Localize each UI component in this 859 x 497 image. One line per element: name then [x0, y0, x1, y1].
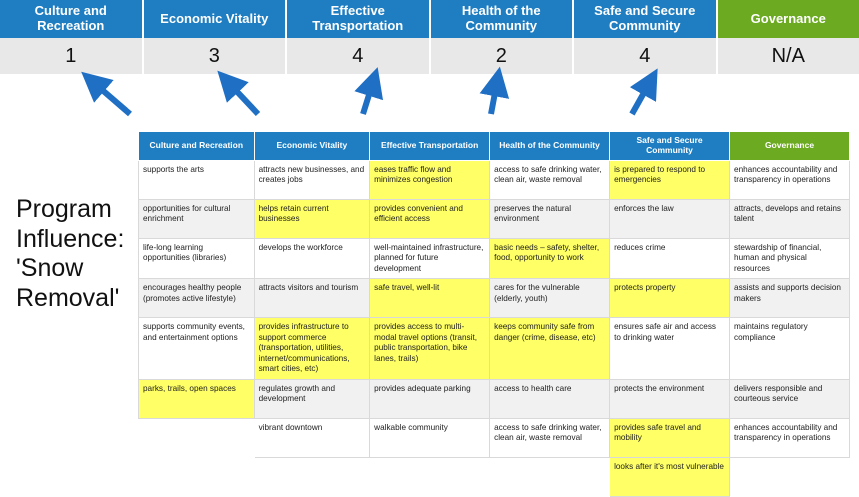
- matrix-header-effective-transportation: Effective Transportation: [370, 132, 490, 161]
- table-row: [139, 160, 850, 199]
- header-label: Governance: [751, 12, 826, 27]
- matrix-cell: supports the arts: [139, 160, 255, 199]
- score-safe-and-secure-community: 4: [574, 38, 718, 74]
- upward-arrow-icon: [228, 82, 258, 114]
- matrix-cell: stewardship of financial, human and physical resources: [730, 238, 850, 279]
- matrix-cell: protects the environment: [610, 379, 730, 418]
- matrix-cell: basic needs – safety, shelter, food, opportunity to work: [490, 238, 610, 279]
- header-safe-and-secure-community: [574, 0, 718, 38]
- table-row: [139, 199, 850, 238]
- matrix-header-health-of-the-community: Health of the Community: [490, 132, 610, 161]
- matrix-cell: provides infrastructure to support commerce (transportation, utilities, internet/communications, smart cities, etc): [254, 318, 370, 380]
- program-influence-caption: Program Influence: 'Snow Removal': [16, 195, 141, 313]
- matrix-cell: access to safe drinking water, clean air, waste removal: [490, 160, 610, 199]
- table-row: [139, 279, 850, 318]
- matrix-cell: preserves the natural environment: [490, 199, 610, 238]
- matrix-header-safe-and-secure-community: Safe and Secure Community: [610, 132, 730, 161]
- header-label: Economic Vitality: [160, 12, 268, 27]
- matrix-cell: vibrant downtown: [254, 418, 370, 457]
- matrix-cell: develops the workforce: [254, 238, 370, 279]
- matrix-cell: reduces crime: [610, 238, 730, 279]
- matrix-cell: provides convenient and efficient access: [370, 199, 490, 238]
- table-row: [139, 379, 850, 418]
- matrix-cell: access to health care: [490, 379, 610, 418]
- matrix-cell: [139, 418, 255, 457]
- matrix-cell: [490, 457, 610, 496]
- matrix-header-culture-and-recreation: Culture and Recreation: [139, 132, 255, 161]
- header-label: Effective Transportation: [291, 4, 425, 34]
- matrix-cell: [370, 457, 490, 496]
- upward-arrow-icon: [632, 82, 650, 114]
- matrix-cell: opportunities for cultural enrichment: [139, 199, 255, 238]
- matrix-cell: enhances accountability and transparency in operations: [730, 418, 850, 457]
- score-governance: N/A: [718, 38, 859, 74]
- score-band: [0, 38, 859, 74]
- table-row: [139, 238, 850, 279]
- upward-arrow-icon: [93, 82, 130, 114]
- matrix-cell: life-long learning opportunities (libraries): [139, 238, 255, 279]
- header-governance: [718, 0, 859, 38]
- matrix-header-governance: Governance: [730, 132, 850, 161]
- priority-header-band: [0, 0, 859, 38]
- table-row: [139, 318, 850, 380]
- table-row: [139, 457, 850, 496]
- header-effective-transportation: [287, 0, 431, 38]
- matrix-cell: supports community events, and entertainment options: [139, 318, 255, 380]
- score-culture-and-recreation: 1: [0, 38, 144, 74]
- matrix-cell: is prepared to respond to emergencies: [610, 160, 730, 199]
- header-label: Safe and Secure Community: [578, 4, 712, 34]
- arrows-layer: [0, 74, 859, 136]
- matrix-cell: maintains regulatory compliance: [730, 318, 850, 380]
- matrix-cell: delivers responsible and courteous service: [730, 379, 850, 418]
- matrix-cell: access to safe drinking water, clean air, waste removal: [490, 418, 610, 457]
- header-culture-and-recreation: [0, 0, 144, 38]
- matrix-cell: enforces the law: [610, 199, 730, 238]
- outcomes-matrix: [138, 131, 850, 497]
- matrix-cell: regulates growth and development: [254, 379, 370, 418]
- table-row: [139, 418, 850, 457]
- header-label: Culture and Recreation: [4, 4, 138, 34]
- matrix-cell: attracts, develops and retains talent: [730, 199, 850, 238]
- upward-arrow-icon: [491, 82, 497, 114]
- matrix-cell: safe travel, well-lit: [370, 279, 490, 318]
- matrix-cell: cares for the vulnerable (elderly, youth): [490, 279, 610, 318]
- matrix-cell: keeps community safe from danger (crime, disease, etc): [490, 318, 610, 380]
- matrix-cell: parks, trails, open spaces: [139, 379, 255, 418]
- matrix-cell: looks after it's most vulnerable: [610, 457, 730, 496]
- matrix-cell: protects property: [610, 279, 730, 318]
- matrix-cell: well-maintained infrastructure, planned for future development: [370, 238, 490, 279]
- upward-arrow-icon: [363, 82, 373, 114]
- matrix-cell: ensures safe air and access to drinking water: [610, 318, 730, 380]
- score-economic-vitality: 3: [144, 38, 288, 74]
- header-economic-vitality: [144, 0, 288, 38]
- matrix-cell: assists and supports decision makers: [730, 279, 850, 318]
- matrix-cell: attracts visitors and tourism: [254, 279, 370, 318]
- matrix-cell: [254, 457, 370, 496]
- matrix-cell: [730, 457, 850, 496]
- matrix-cell: encourages healthy people (promotes active lifestyle): [139, 279, 255, 318]
- matrix-cell: [139, 457, 255, 496]
- score-effective-transportation: 4: [287, 38, 431, 74]
- matrix-cell: attracts new businesses, and creates jobs: [254, 160, 370, 199]
- matrix-header-economic-vitality: Economic Vitality: [254, 132, 370, 161]
- header-label: Health of the Community: [435, 4, 569, 34]
- matrix-cell: provides safe travel and mobility: [610, 418, 730, 457]
- matrix-cell: provides adequate parking: [370, 379, 490, 418]
- matrix-cell: enhances accountability and transparency in operations: [730, 160, 850, 199]
- matrix-cell: provides access to multi-modal travel options (transit, public transportation, bike lanes, trails): [370, 318, 490, 380]
- header-health-of-the-community: [431, 0, 575, 38]
- matrix-cell: eases traffic flow and minimizes congestion: [370, 160, 490, 199]
- matrix-cell: helps retain current businesses: [254, 199, 370, 238]
- matrix-header-row: [139, 132, 850, 161]
- matrix-cell: walkable community: [370, 418, 490, 457]
- score-health-of-the-community: 2: [431, 38, 575, 74]
